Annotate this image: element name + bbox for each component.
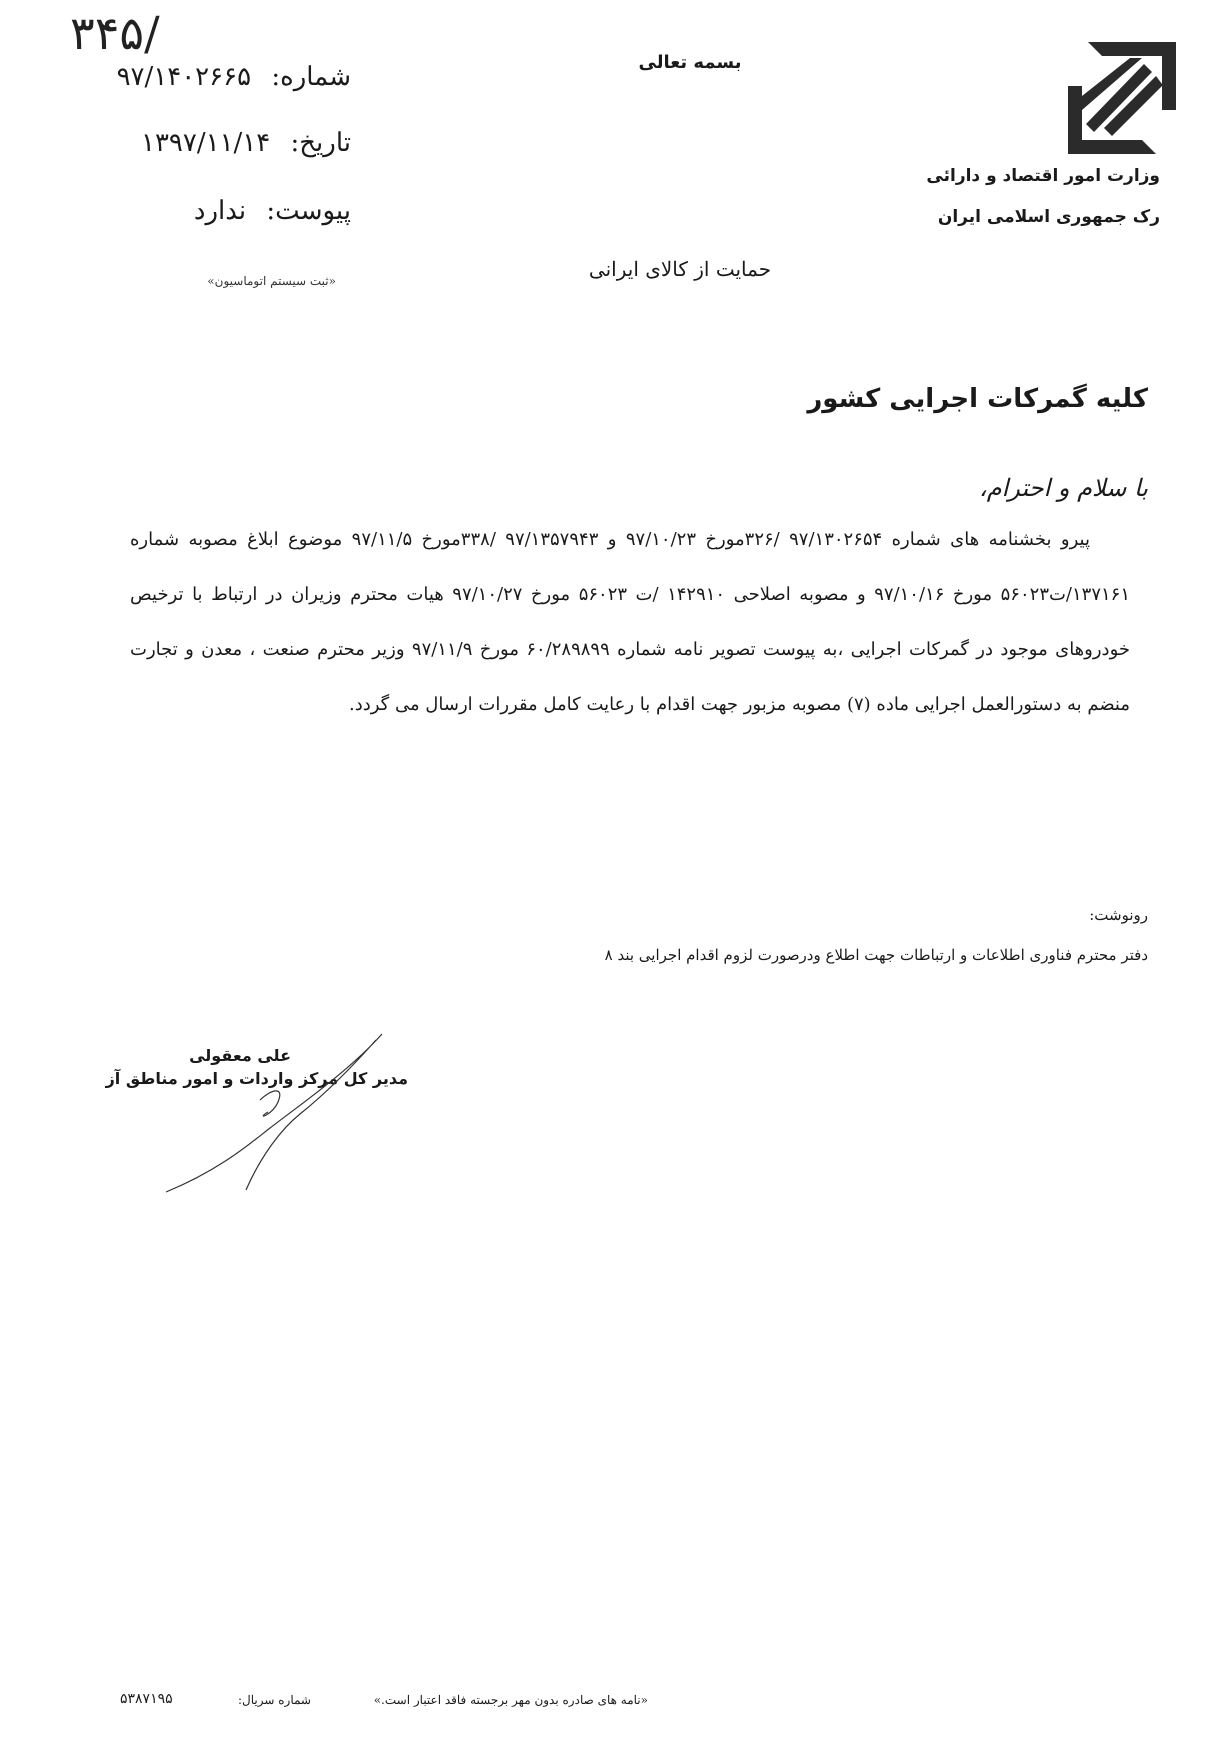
letter-date-label: تاریخ: — [290, 128, 351, 158]
attachment-row — [194, 196, 351, 226]
letter-body — [130, 512, 1130, 732]
automation-note: «ثبت سیستم اتوماسیون» — [207, 274, 336, 288]
ministry-name: وزارت امور اقتصاد و دارائی — [926, 166, 1160, 186]
customs-org-name: رک جمهوری اسلامی ایران — [937, 207, 1160, 227]
customs-logo — [1066, 40, 1178, 156]
cc-title: رونوشت: — [1089, 906, 1148, 924]
letter-number-value: ۹۷/۱۴۰۲۶۶۵ — [116, 62, 252, 92]
attachment-label: پیوست: — [266, 196, 351, 226]
bismillah-heading: بسمه تعالی — [638, 52, 742, 73]
signer-title: مدیر کل مرکز واردات و امور مناطق آز — [105, 1069, 408, 1088]
motto-text: حمایت از کالای ایرانی — [588, 257, 772, 281]
recipient-heading: کلیه گمرکات اجرایی کشور — [807, 384, 1148, 414]
serial-number-label: شماره سریال: — [238, 1693, 311, 1707]
handwritten-number: ۳۴۵/ — [70, 6, 160, 60]
greeting-text: با سلام و احترام، — [978, 474, 1148, 502]
letter-date-value: ۱۳۹۷/۱۱/۱۴ — [140, 128, 271, 158]
footer-validity-note: «نامه های صادره بدون مهر برجسته فاقد اعتبار است.» — [373, 1693, 648, 1707]
signer-name: علی معقولی — [189, 1046, 291, 1065]
cc-recipient-line: دفتر محترم فناوری اطلاعات و ارتباطات جهت اطلاع ودرصورت لزوم اقدام اجرایی بند ۸ — [604, 946, 1148, 964]
letter-number-row — [117, 62, 351, 92]
body-paragraph: پیرو بخشنامه های شماره ۹۷/۱۳۰۲۶۵۴ /۳۲۶مورخ ۹۷/۱۰/۲۳ و ۹۷/۱۳۵۷۹۴۳ /۳۳۸مورخ ۹۷/۱۱/۵ موضوع ابلاغ مصوبه شماره ۱۳۷۱۶۱/ت۵۶۰۲۳ مورخ ۹۷/۱۰/۱۶ و مصوبه اصلاحی ۱۴۲۹۱۰ /ت ۵۶۰۲۳ مورخ ۹۷/۱۰/۲۷ هیات محترم وزیران در ارتباط با ترخیص خودروهای موجود در گمرکات اجرایی ،به پیوست تصویر نامه شماره ۶۰/۲۸۹۸۹۹ مورخ ۹۷/۱۱/۹ وزیر محترم صنعت ، معدن و تجارت منضم به دستورالعمل اجرایی ماده (۷) مصوبه مزبور جهت اقدام با رعایت کامل مقررات ارسال می گردد. — [130, 529, 1131, 715]
letter-date-row — [141, 128, 351, 158]
serial-number-value: ۵۳۸۷۱۹۵ — [120, 1691, 173, 1707]
letter-number-label: شماره: — [271, 62, 351, 92]
signature-scribble — [160, 1030, 400, 1195]
attachment-value: ندارد — [193, 196, 247, 226]
